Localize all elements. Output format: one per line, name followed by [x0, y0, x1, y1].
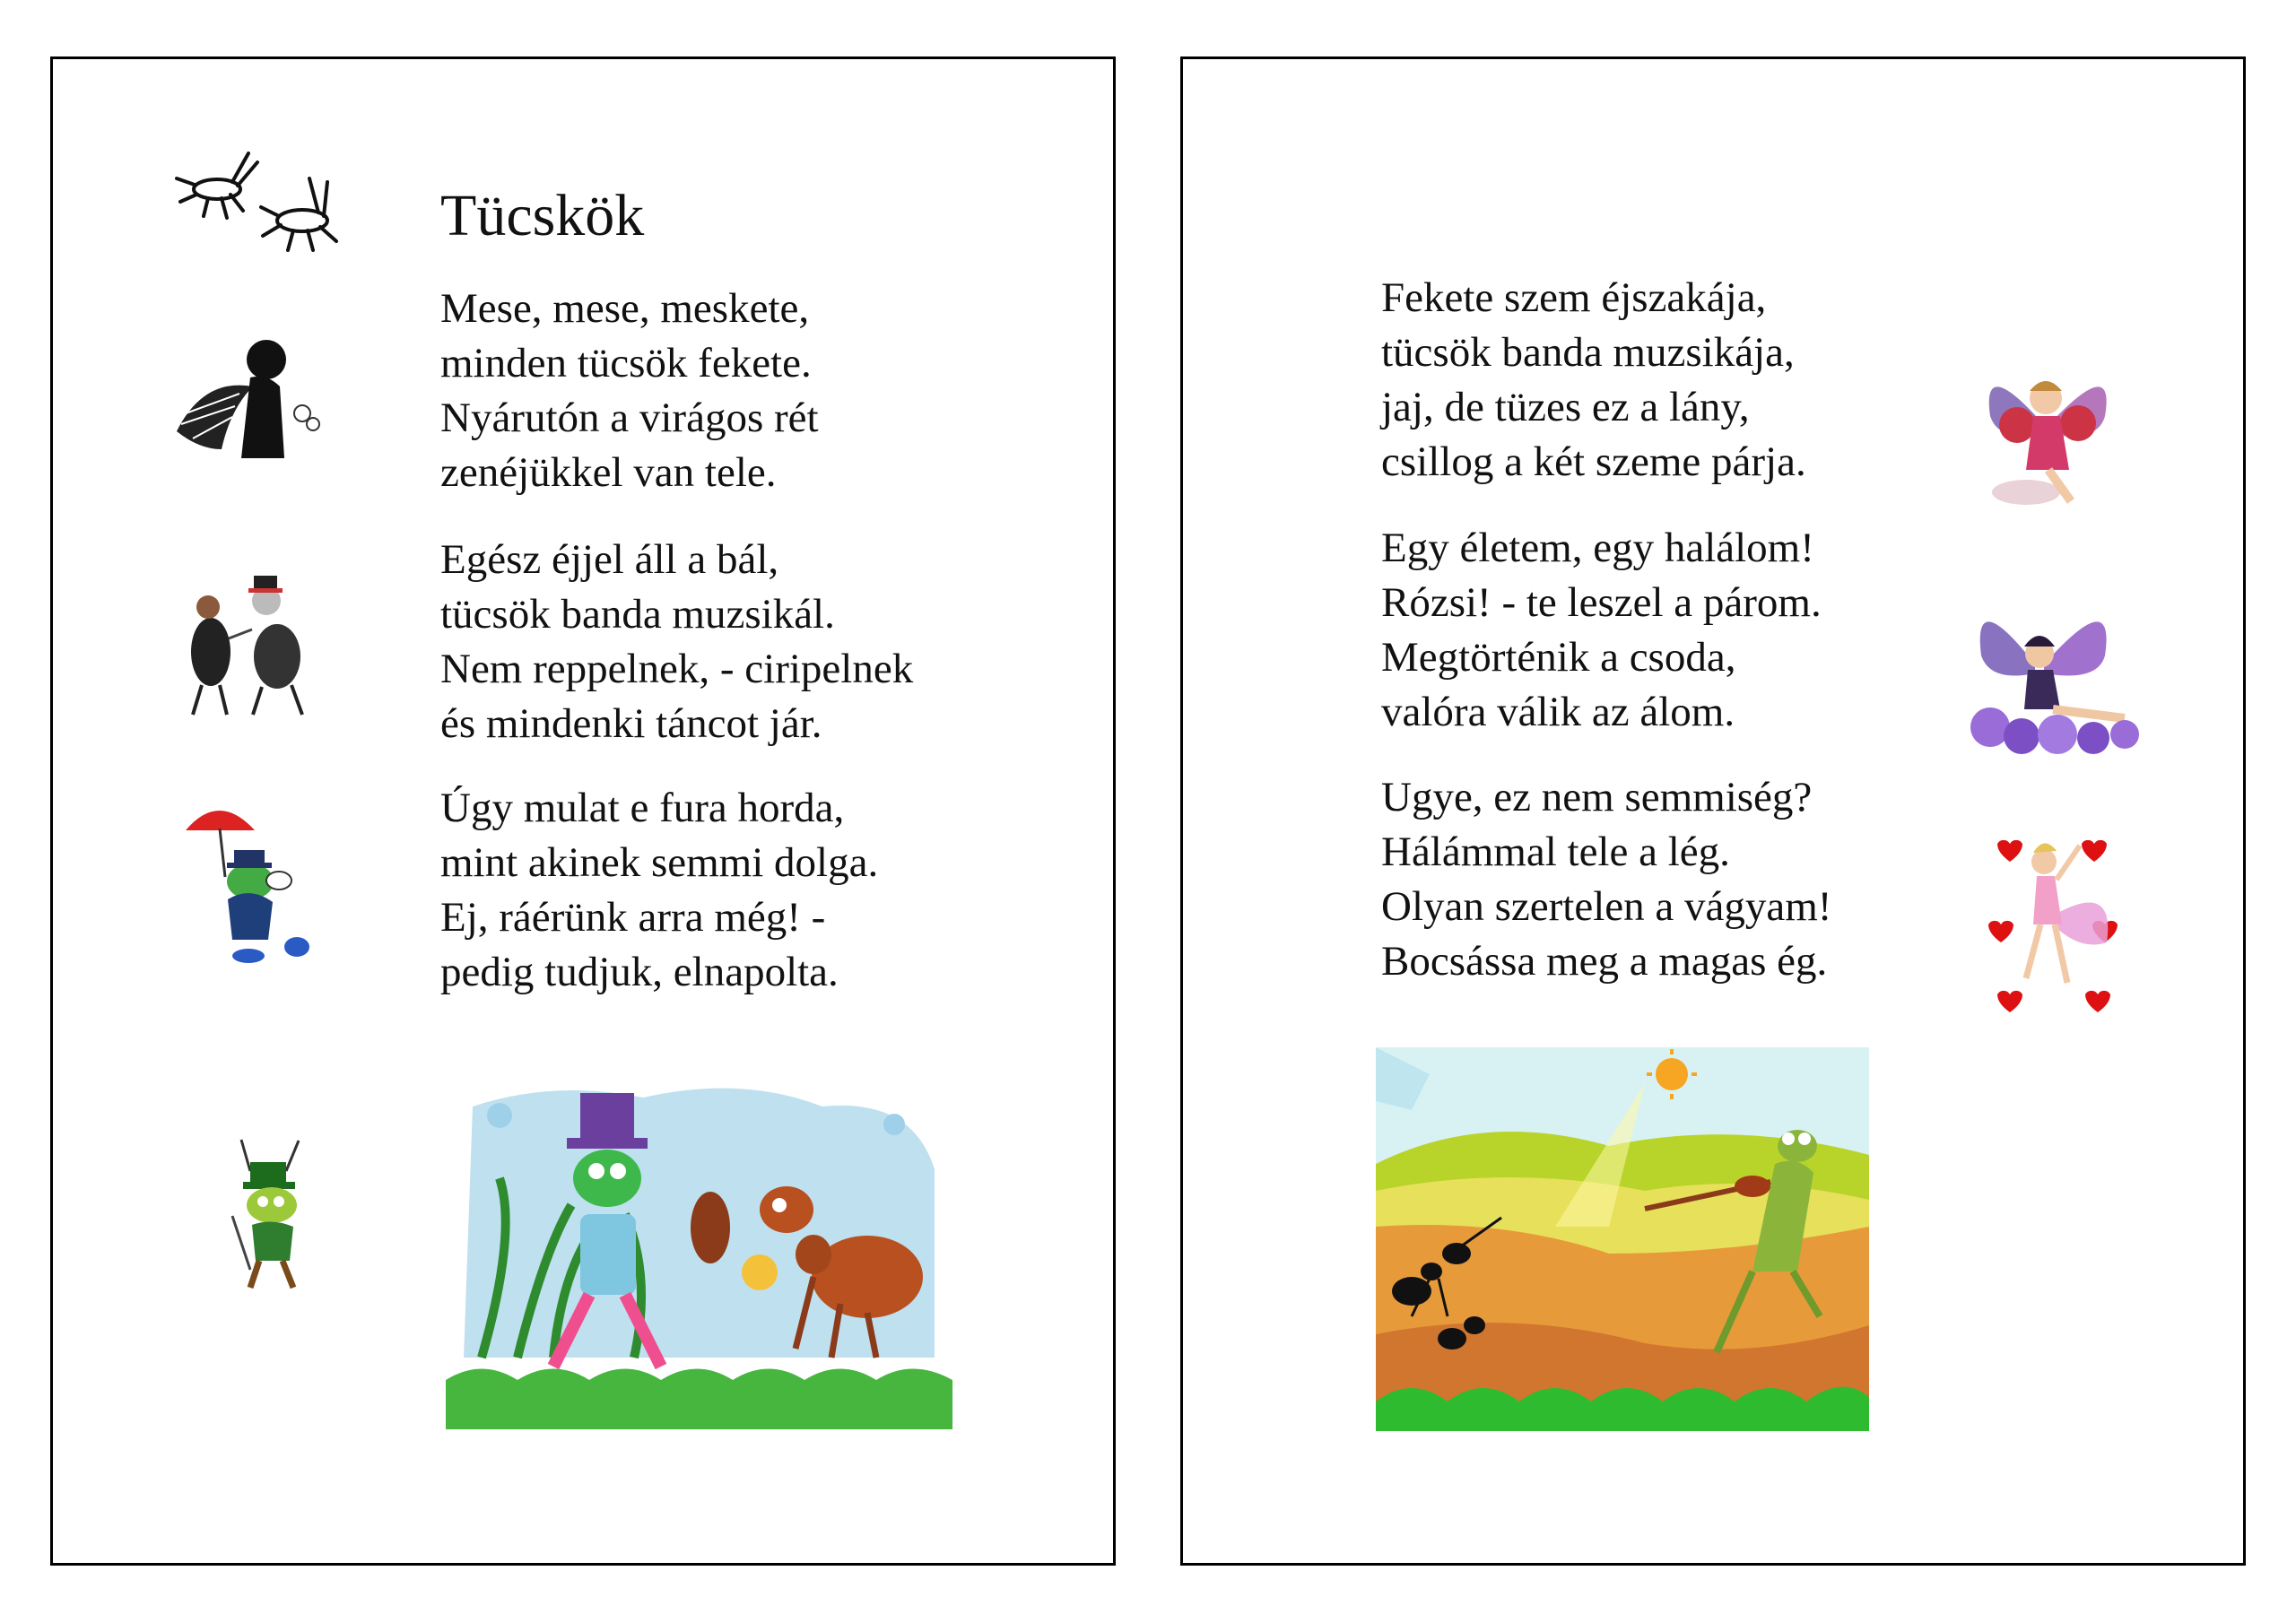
- pink-fairy-icon: [1963, 344, 2125, 515]
- right-page: [1180, 56, 2246, 1566]
- poem-line: Bocsássa meg a magas ég.: [1381, 938, 1828, 985]
- poem-line: Nyárutón a virágos rét: [440, 395, 819, 441]
- poem-line: és mindenki táncot jár.: [440, 700, 822, 747]
- poem-line: Rózsi! - te leszel a párom.: [1381, 579, 1822, 626]
- poem-line: Egy életem, egy halálom!: [1381, 525, 1814, 571]
- poem-line: Ej, ráérünk arra még! -: [440, 894, 826, 941]
- cricket-with-umbrella-icon: [178, 796, 326, 967]
- poem-line: Úgy mulat e fura horda,: [440, 785, 845, 831]
- left-page: [50, 56, 1116, 1566]
- cricket-with-top-hat-icon: [223, 1135, 322, 1297]
- poem-line: csillog a két szeme párja.: [1381, 438, 1806, 485]
- poem-line: pedig tudjuk, elnapolta.: [440, 949, 839, 995]
- poem-line: minden tücsök fekete.: [440, 340, 812, 386]
- purple-fairy-icon: [1954, 584, 2152, 763]
- poem-line: Fekete szem éjszakája,: [1381, 274, 1767, 321]
- right-stanza-1: [1381, 271, 1806, 490]
- right-stanza-2: [1381, 521, 1822, 740]
- clay-cricket-and-ant-scene: [446, 1071, 952, 1429]
- winged-silhouette-icon: [168, 324, 329, 463]
- fairy-with-hearts-icon: [1981, 826, 2125, 1019]
- right-stanza-3: [1381, 770, 1831, 989]
- poem-line: zenéjükkel van tele.: [440, 449, 777, 496]
- cricket-violin-and-ants-meadow-scene: [1376, 1047, 1869, 1431]
- poem-line: Mese, mese, meskete,: [440, 285, 810, 332]
- poem-line: Ugye, ez nem semmiség?: [1381, 774, 1813, 820]
- left-stanza-1: [440, 282, 819, 500]
- poem-title: Tücskök: [440, 183, 645, 248]
- poem-line: Egész éjjel áll a bál,: [440, 536, 779, 583]
- two-crickets-sketch-icon: [168, 135, 347, 261]
- dancing-beetles-icon: [168, 567, 325, 724]
- left-stanza-2: [440, 533, 913, 751]
- poem-line: tücsök banda muzsikál.: [440, 591, 835, 638]
- poem-line: Megtörténik a csoda,: [1381, 634, 1736, 681]
- poem-line: Hálámmal tele a lég.: [1381, 829, 1730, 875]
- poem-line: mint akinek semmi dolga.: [440, 839, 879, 886]
- poem-line: Nem reppelnek, - ciripelnek: [440, 646, 914, 692]
- poem-line: valóra válik az álom.: [1381, 689, 1735, 735]
- poem-line: jaj, de tüzes ez a lány,: [1381, 384, 1750, 430]
- left-stanza-3: [440, 781, 878, 1000]
- poem-line: Olyan szertelen a vágyam!: [1381, 883, 1832, 930]
- poem-line: tücsök banda muzsikája,: [1381, 329, 1795, 376]
